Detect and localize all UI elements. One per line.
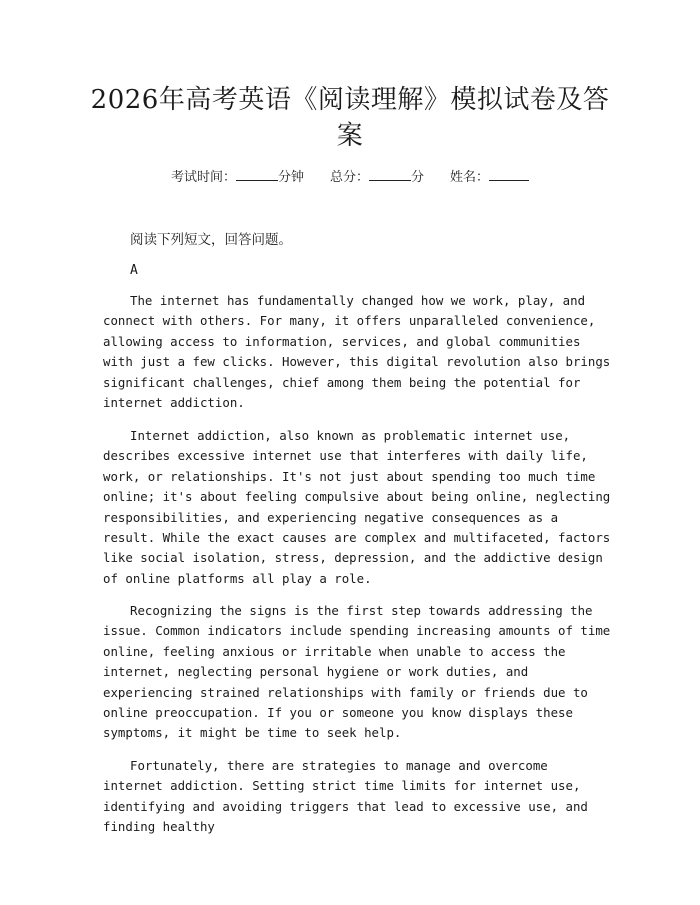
page-title: 2026年高考英语《阅读理解》模拟试卷及答案 (90, 85, 610, 151)
exam-time-field (171, 168, 304, 187)
passage-paragraph-2: Internet addiction, also known as problematic internet use, describes excessive internet use that interferes with daily life, work, or relationships. It's not just about spending too much time online; it's about feeling compulsive about being online, neglecting responsibilities, and experiencing negative consequences as a result. While the exact causes are complex and multifaceted, factors like social isolation, stress, depression, and the addictive design of online platforms all play a role. (103, 428, 611, 586)
total-score-blank (369, 168, 411, 181)
student-name-field (450, 168, 529, 187)
passage-paragraph-1: The internet has fundamentally changed how we work, play, and connect with others. For many, it offers unparalleled convenience, allowing access to information, services, and global communities with just a few clicks. However, this digital revolution also brings significant challenges, chief among them being the potential for internet addiction. (103, 293, 611, 411)
passage-paragraph-4: Fortunately, there are strategies to manage and overcome internet addiction. Setting strict time limits for internet use, identifying and avoiding triggers that lead to excessive use, and finding healthy (103, 758, 588, 835)
exam-time-blank (236, 168, 278, 181)
exam-info-line (0, 168, 700, 187)
exam-time-label: 考试时间： (170, 170, 236, 185)
section-label: A (130, 263, 138, 278)
reading-instruction: 阅读下列短文，回答问题。 (130, 232, 292, 248)
total-score-unit: 分 (411, 170, 425, 185)
student-name-label: 姓名： (450, 170, 490, 185)
total-score-label: 总分： (329, 170, 369, 185)
student-name-blank (489, 168, 529, 181)
passage-paragraph-3: Recognizing the signs is the first step towards addressing the issue. Common indicators include spending increasing amounts of time online, feeling anxious or irritable when unable to access the internet, neglecting personal hygiene or work duties, and experiencing strained relationships with family or friends due to online preoccupation. If you or someone you know displays these symptoms, it might be time to seek help. (103, 603, 611, 741)
exam-time-unit: 分钟 (277, 170, 304, 185)
total-score-field (330, 168, 424, 187)
